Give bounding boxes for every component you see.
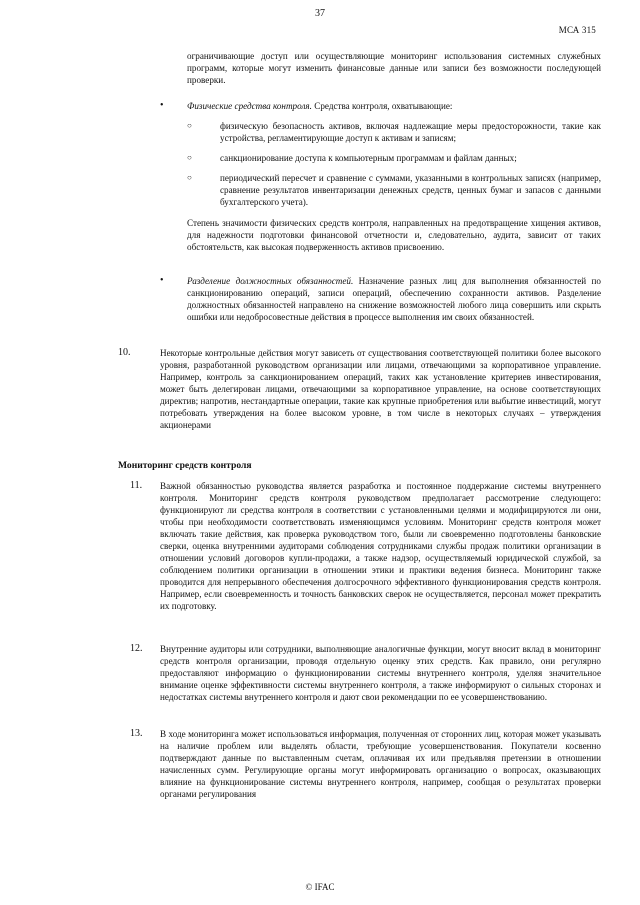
segregation-paragraph [187, 275, 601, 323]
intro-continuation: ограничивающие доступ или осуществляющие мониторинг использования системных служебных программ, которые могут изменить финансовые данные или записи без возможности последующей проверки. [187, 51, 601, 85]
bullet-icon: • [160, 275, 164, 286]
section-heading: Мониторинг средств контроля [118, 460, 252, 471]
circle-bullet-icon: ○ [187, 173, 192, 182]
physical-controls-title: Физические средства контроля. [187, 101, 312, 111]
physical-controls-paragraph [187, 100, 601, 112]
paragraph-number-10: 10. [118, 347, 131, 358]
page-number: 37 [315, 8, 325, 19]
physical-extent-paragraph: Степень значимости физических средств контроля, направленных на предотвращение хищения активов, для надежности подготовки финансовой отчетности и, следовательно, аудита, зависит от таких обстоятельств, как высокая подверженность активов присвоению. [187, 218, 601, 252]
document-code: МСА 315 [558, 25, 596, 35]
paragraph-number-12: 12. [130, 643, 143, 654]
paragraph-10: Некоторые контрольные действия могут зависеть от существования соответствующей политики более высокого уровня, разработанной руководством организации или лицами, отвечающими за корпоративное управление. Например, контроль за санкционированием операций, таких как установление критериев инвестирования, может быть делегирован лицами, отвечающими за корпоративное управление, на основе соответствующих директив; напротив, нестандартные операции, такие как крупные приобретения или выбытие инвестиций, могут потребовать утверждения на более высоком уровне, в том числе в некоторых случаях – утверждения акционерами [160, 348, 601, 430]
circle-bullet-icon: ○ [187, 153, 192, 162]
footer-copyright: © IFAC [305, 882, 335, 892]
segregation-text: Назначение разных лиц для выполнения обязанностей по санкционированию операций, записи операций, обеспечению сохранности активов. Разделение должностных обязанностей направлено на снижение возможностей любого лица совершить или скрыть ошибки или недобросовестные действия в процессе выполнения им своих обязанностей. [187, 276, 601, 322]
physical-subitem-2: санкционирование доступа к компьютерным программам и файлам данных; [220, 153, 517, 163]
paragraph-11: Важной обязанностью руководства является разработка и постоянное поддержание системы внутреннего контроля. Мониторинг средств контроля руководством предполагает рассмотрение следующего: функционируют ли средства контроля в соответствии с установленными целями и модифицируются ли они, чтобы при необходимости соответствовать изменяющимся условиям. Мониторинг средств контроля может включать такие действия, как проверка руководством того, были ли своевременно подготовлены банковские сверки, оценка внутренними аудиторами соблюдения сотрудниками службы продаж политики организации в отношении условий договоров купли-продажи, а также надзор, осуществляемый юридической службой, за соблюдением политики организации в отношении этики и практики ведения бизнеса. Мониторинг также проводится для непрерывного обеспечения долгосрочного эффективного функционирования средств контроля. Например, если своевременность и точность банковских сверок не осуществляется, персонал может прекратить их подготовку. [160, 481, 601, 611]
paragraph-number-13: 13. [130, 728, 143, 739]
circle-bullet-icon: ○ [187, 121, 192, 130]
segregation-title: Разделение должностных обязанностей. [187, 276, 354, 286]
physical-controls-text: Средства контроля, охватывающие: [314, 101, 453, 111]
physical-subitem-3: периодический пересчет и сравнение с суммами, указанными в контрольных записях (например, сравнение результатов инвентаризации денежных средств, ценных бумаг и запасов с данными бухгалтерского учета). [220, 173, 601, 207]
paragraph-13: В ходе мониторинга может использоваться информация, полученная от сторонних лиц, которая может указывать на наличие проблем или выделять области, требующие усовершенствования. Покупатели косвенно подтверждают данные по выставленным счетам, оплачивая их или предъявляя претензии в отношении начисленных сумм. Регулирующие органы могут информировать организацию о вопросах, оказывающих влияние на функционирование системы внутреннего контроля, например, сообщая о результатах проверки органами регулирования [160, 729, 601, 799]
physical-subitem-1: физическую безопасность активов, включая надлежащие меры предосторожности, такие как устройства, регламентирующие доступ к активам и записям; [220, 121, 601, 143]
paragraph-12: Внутренние аудиторы или сотрудники, выполняющие аналогичные функции, могут вносит вклад в мониторинг средств контроля организации, проводя отдельную оценку этих средств. Как правило, они регулярно предоставляют информацию о функционировании системы внутреннего контроля, уделяя значительное внимание оценке эффективности системы внутреннего контроля, а также информируют о сильных сторонах и недостатках системы внутреннего контроля и дают свои рекомендации по ее усовершенствованию. [160, 644, 601, 702]
paragraph-number-11: 11. [130, 480, 143, 491]
bullet-icon: • [160, 100, 164, 111]
